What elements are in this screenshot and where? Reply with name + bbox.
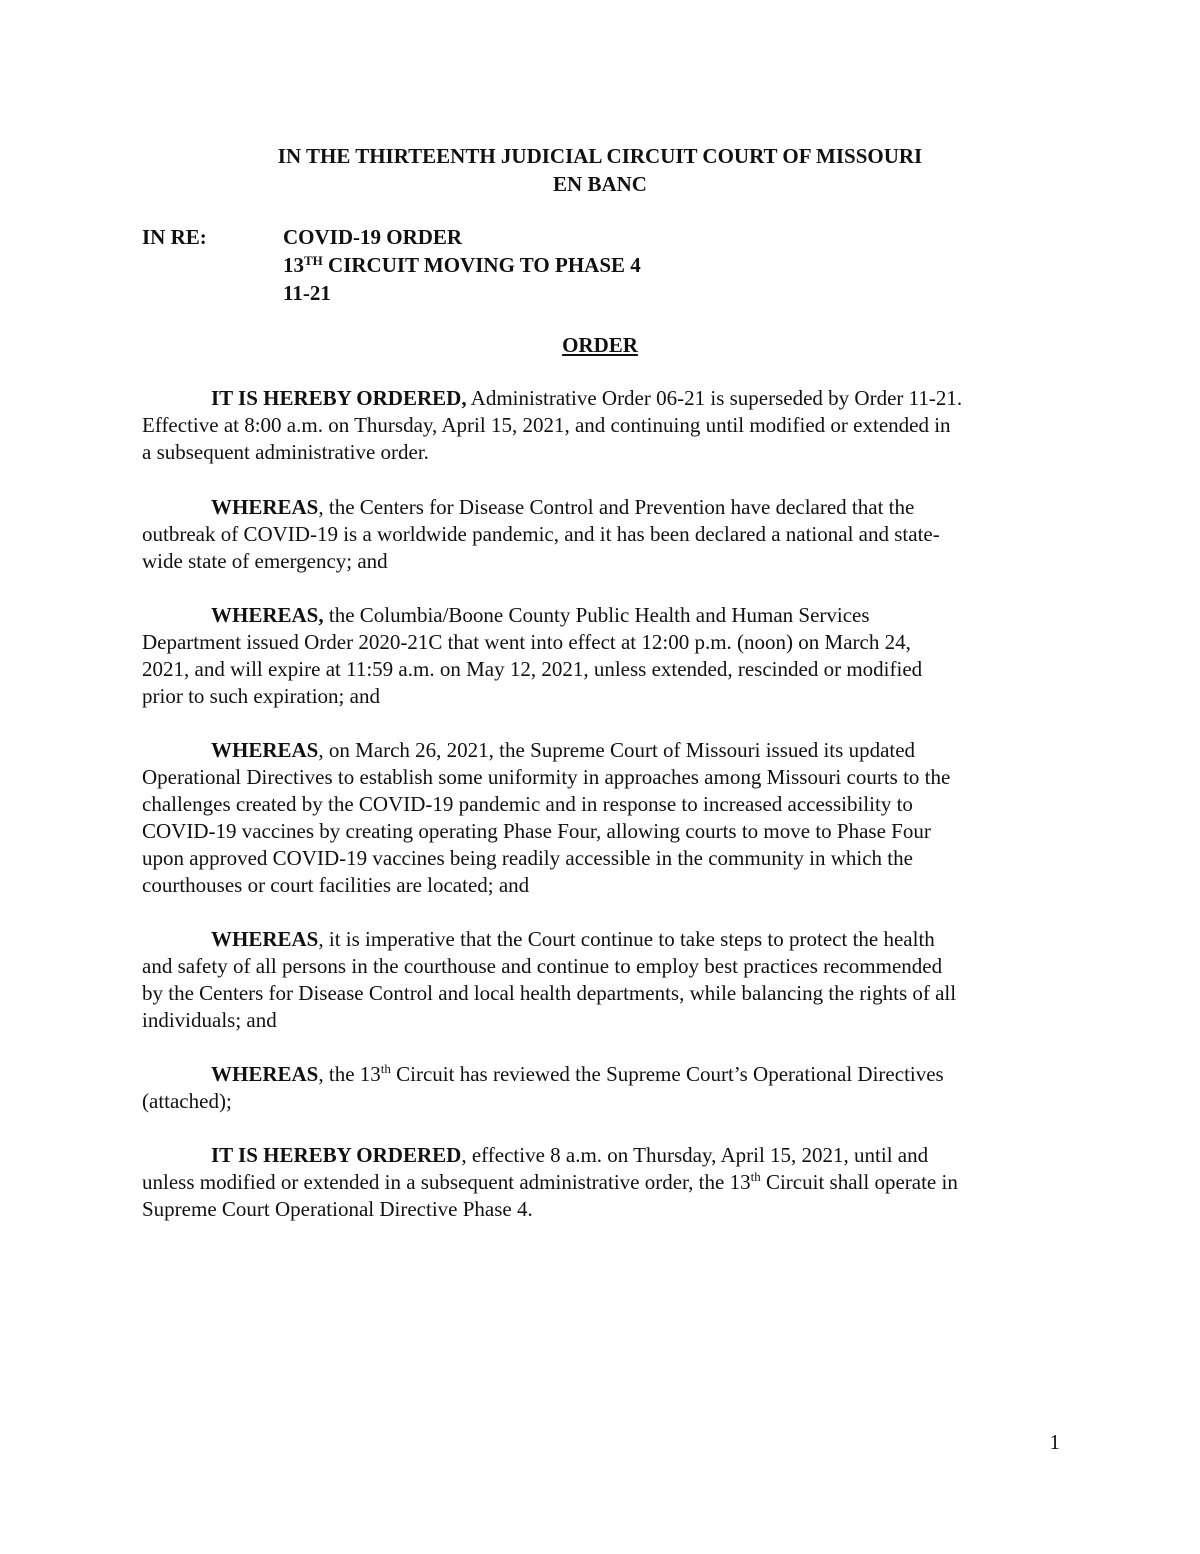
paragraph-line: Effective at 8:00 a.m. on Thursday, April 15, 2021, and continuing until modified or extended in: [142, 413, 951, 437]
paragraph-text: , on March 26, 2021, the Supreme Court of Missouri issued its updated: [318, 738, 916, 762]
paragraph-line: [142, 1061, 1058, 1088]
paragraph-line: Operational Directives to establish some uniformity in approaches among Missouri courts to the: [142, 765, 951, 789]
order-paragraph-2: [142, 1142, 1058, 1223]
in-re-circuit-number: 13: [283, 253, 304, 277]
paragraph-line: courthouses or court facilities are located; and: [142, 873, 530, 897]
in-re-line-3: 11-21: [283, 281, 331, 305]
paragraph-text: , effective 8 a.m. on Thursday, April 15, 2021, until and: [461, 1143, 929, 1167]
whereas-paragraph-3: [142, 737, 1058, 899]
paragraph-text: Circuit has reviewed the Supreme Court’s Operational Directives: [390, 1062, 944, 1086]
paragraph-text: unless modified or extended in a subsequent administrative order, the 13: [142, 1170, 751, 1194]
page-number: 1: [1049, 1430, 1060, 1454]
paragraph-line: wide state of emergency; and: [142, 549, 388, 573]
paragraph-line: and safety of all persons in the courthouse and continue to employ best practices recommended: [142, 954, 943, 978]
paragraph-line: [142, 602, 1058, 629]
paragraph-text: the Columbia/Boone County Public Health and Human Services: [323, 603, 870, 627]
paragraph-line: challenges created by the COVID-19 pandemic and in response to increased accessibility to: [142, 792, 913, 816]
paragraph-line: outbreak of COVID-19 is a worldwide pandemic, and it has been declared a national and state-: [142, 522, 940, 546]
whereas-paragraph-2: [142, 602, 1058, 710]
paragraph-text: Circuit shall operate in: [760, 1170, 958, 1194]
paragraph-lead: WHEREAS: [211, 927, 319, 951]
paragraph-line: Department issued Order 2020-21C that went into effect at 12:00 p.m. (noon) on March 24,: [142, 630, 911, 654]
paragraph-line: [142, 1142, 1058, 1169]
whereas-paragraph-5: [142, 1061, 1058, 1115]
paragraph-line: by the Centers for Disease Control and local health departments, while balancing the rights of all: [142, 981, 957, 1005]
court-caption: IN THE THIRTEENTH JUDICIAL CIRCUIT COURT OF MISSOURI: [277, 144, 923, 168]
paragraph-line: [142, 385, 1058, 412]
paragraph-lead: WHEREAS: [211, 738, 319, 762]
paragraph-text: , the Centers for Disease Control and Prevention have declared that the: [318, 495, 915, 519]
in-re-line-2-rest: CIRCUIT MOVING TO PHASE 4: [322, 253, 641, 277]
paragraph-line: COVID-19 vaccines by creating operating Phase Four, allowing courts to move to Phase Four: [142, 819, 931, 843]
paragraph-line: [142, 494, 1058, 521]
whereas-paragraph-1: [142, 494, 1058, 575]
paragraph-line: upon approved COVID-19 vaccines being readily accessible in the community in which the: [142, 846, 913, 870]
ordinal-suffix: th: [380, 1061, 391, 1076]
in-re-label: IN RE:: [142, 225, 207, 249]
paragraph-lead: IT IS HEREBY ORDERED: [211, 1143, 462, 1167]
in-re-block: [283, 223, 641, 307]
paragraph-line: [142, 737, 1058, 764]
paragraph-line: (attached);: [142, 1089, 232, 1113]
paragraph-line: [142, 1169, 1058, 1196]
paragraph-text: , it is imperative that the Court continue to take steps to protect the health: [318, 927, 935, 951]
paragraph-line: [142, 926, 1058, 953]
en-banc-caption: EN BANC: [553, 172, 647, 196]
in-re-ordinal-suffix: TH: [304, 253, 323, 268]
paragraph-line: 2021, and will expire at 11:59 a.m. on May 12, 2021, unless extended, rescinded or modified: [142, 657, 923, 681]
in-re-line-2: [283, 251, 641, 279]
order-title: ORDER: [562, 333, 638, 357]
in-re-line-1: COVID-19 ORDER: [283, 225, 463, 249]
paragraph-line: prior to such expiration; and: [142, 684, 380, 708]
whereas-paragraph-4: [142, 926, 1058, 1034]
paragraph-lead: IT IS HEREBY ORDERED,: [211, 386, 467, 410]
paragraph-line: Supreme Court Operational Directive Phase 4.: [142, 1197, 533, 1221]
paragraph-line: individuals; and: [142, 1008, 277, 1032]
paragraph-lead: WHEREAS: [211, 495, 319, 519]
order-paragraph-1: [142, 385, 1058, 466]
paragraph-line: a subsequent administrative order.: [142, 440, 429, 464]
paragraph-lead: WHEREAS: [211, 1062, 319, 1086]
paragraph-text: Administrative Order 06-21 is superseded by Order 11-21.: [466, 386, 963, 410]
paragraph-text: , the 13: [318, 1062, 381, 1086]
ordinal-suffix: th: [750, 1169, 761, 1184]
paragraph-lead: WHEREAS,: [211, 603, 324, 627]
